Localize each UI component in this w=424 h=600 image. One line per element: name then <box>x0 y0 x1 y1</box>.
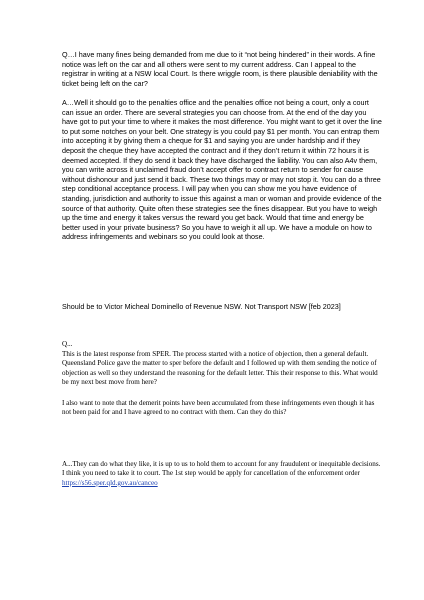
note-text: Should be to Victor Micheal Dominello of Revenue NSW. Not Transport NSW [feb 2023] <box>62 302 341 311</box>
question-2-paragraph-2: I also want to note that the demerit points have been accumulated from these infringements even though it has not been paid for and I have agreed to no contract with them. Can they do this? <box>62 399 375 417</box>
question-2-paragraph-1: This is the latest response from SPER. The process started with a notice of objection, then a general default. Queensland Police gave the matter to sper before the default and I followed up with them sending the notice of objection as well so they understand the reasoning for the default letter. This their response to this. What would be my next best move from here? <box>62 350 378 387</box>
answer-2-text: A...They can do what they like, it is up to us to hold them to account for any fraudulent or inequitable decisions. I think you need to take it to court. The 1st step would be apply for cancellation of the enforcement order <box>62 460 381 478</box>
question-2-label: Q... <box>62 340 73 348</box>
question-1: Q…I have many fines being demanded from me due to it “not being hindered” in their words. A fine notice was left on the car and all others were sent to my current address. Can I appeal to the registrar in writing at a NSW local Court. Is there wriggle room, is there plausible deniability with the ticket being left on the car? <box>62 50 378 88</box>
answer-1: A…Well it should go to the penalties office and the penalties office not being a court, only a court can issue an order. There are several strategies you can choose from. At the end of the day you have got to put your time to where it makes the most difference. You might want to get it over the line to put some notches on your belt. One strategy is you could pay $1 per month. You can entrap them into accepting it by giving them a cheque for $1 and saying you are under hardship and if they deposit the cheque they have accepted the contract and if they don’t return it within 72 hours it is deemed accepted. If they do send it back they have discharged the liability. You can also A4v them, you can write across it unclaimed fraud don’t accept offer to contract return to sender for cause without dishonour and just send it back. These two things may or may not stop it. You can do a three step conditional acceptance process. I will pay when you can show me you have evidence of standing, jurisdiction and authority to issue this against a man or woman and provide evidence of the source of that authority. Quite often these strategies see the fines disappear. But you have to weigh up the time and energy it takes versus the reward you get back. Would that time and energy be better used in your private business? So you have to weigh it all up. We have a module on how to address infringements and webinars so you could look at those. <box>62 98 382 242</box>
cancellation-link[interactable]: https://s56.sper.qld.gov.au/canceo <box>62 478 158 487</box>
answer-2 <box>62 460 382 488</box>
